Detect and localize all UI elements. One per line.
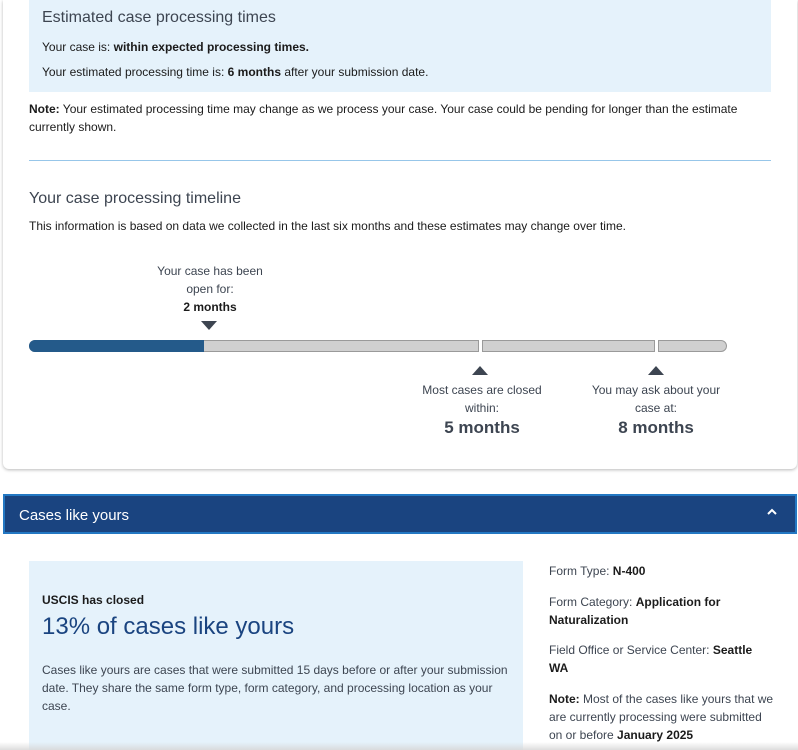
timeline-subtitle: This information is based on data we collected in the last six months and these estimates may change over time. [29,219,626,233]
field-office-value: Seattle WA [549,643,753,675]
current-position-marker-icon [201,321,217,330]
most-closed-marker-icon [472,366,488,375]
form-category-value: Application for Naturalization [549,595,721,627]
note-text: Your estimated processing time may change as we process your case. Your case could be pending for longer than the estimate currently shown. [29,102,738,134]
case-status-value: within expected processing times. [113,40,309,54]
section-divider [29,160,771,161]
ask-value: 8 months [618,418,694,437]
field-office-info [549,641,774,677]
field-office-label: Field Office or Service Center: [549,643,713,657]
cases-like-yours-accordion-toggle[interactable] [3,494,797,534]
cases-closed-box [29,561,523,750]
estimate-box [29,0,771,92]
case-status-prefix: Your case is: [42,40,114,54]
case-open-text: Your case has been open for: [157,264,263,296]
accordion-title: Cases like yours [19,507,130,524]
timeline-bar-segment-3 [658,340,727,352]
estimate-note [29,100,769,136]
cases-closed-kicker: USCIS has closed [42,593,145,607]
case-open-label [153,262,267,316]
form-category-info [549,593,774,629]
processing-time-suffix: after your submission date. [281,65,429,79]
details-note-text: Most of the cases like yours that we are currently processing were submitted on or before [549,692,774,742]
estimate-title: Estimated case processing times [42,9,276,26]
details-note-label: Note: [549,692,580,706]
bottom-fade [0,742,798,750]
processing-time-prefix: Your estimated processing time is: [42,65,228,79]
cases-closed-description: Cases like yours are cases that were submitted 15 days before or after your submission date. They share the same form type, form category, and processing location as your case. [42,663,508,713]
cases-closed-headline: 13% of cases like yours [42,613,295,640]
form-type-label: Form Type: [549,564,613,578]
form-type-value: N-400 [612,564,646,578]
processing-time-value: 6 months [227,65,281,79]
form-category-label: Form Category: [549,595,636,609]
details-note-date: January 2025 [617,728,694,742]
timeline-bar-segment-1 [29,340,479,352]
most-closed-value: 5 months [444,418,520,437]
case-open-value: 2 months [183,300,237,314]
most-closed-label: Most cases are closed within: [422,383,542,415]
ask-marker-icon [648,366,664,375]
chevron-up-icon[interactable] [765,505,779,522]
processing-card [3,0,797,469]
note-label: Note: [29,102,60,116]
form-type-info [549,562,774,580]
timeline-title: Your case processing timeline [29,190,241,207]
ask-label: You may ask about your case at: [591,383,721,415]
timeline-bar-segment-2 [482,340,655,352]
timeline-progress-fill [29,340,204,352]
details-note [549,690,774,744]
case-status-line [42,40,309,54]
processing-time-line [42,65,428,79]
